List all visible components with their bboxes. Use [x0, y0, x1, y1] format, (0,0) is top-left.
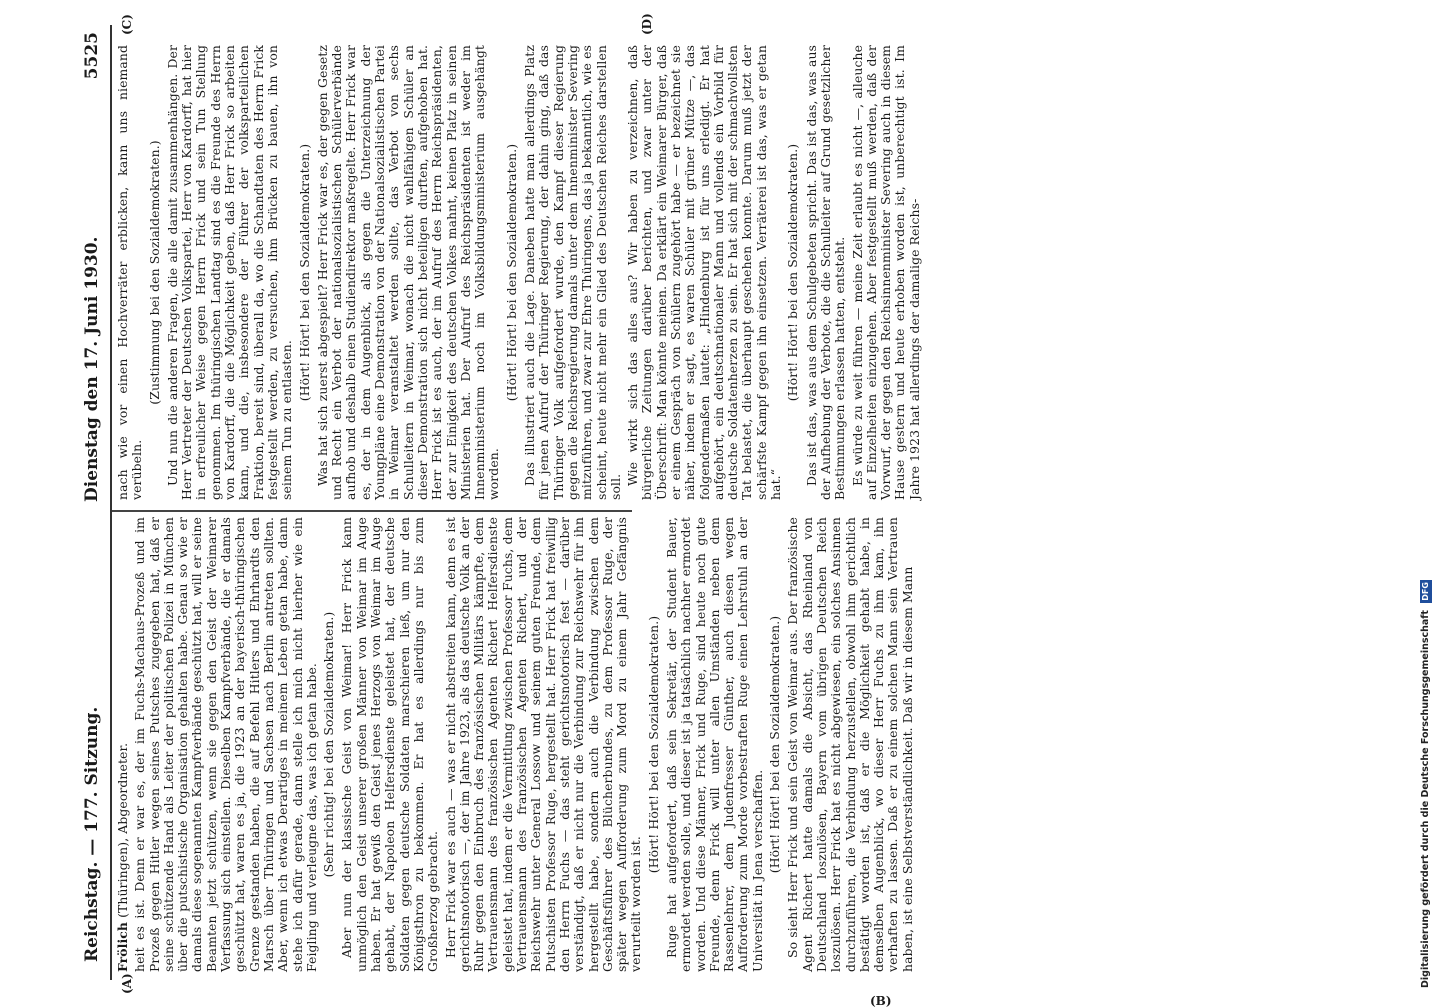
- header-left: Reichstag. — 177. Sitzung.: [82, 706, 102, 962]
- speaker-name: Frölich: [115, 921, 130, 972]
- paragraph: Und nun die anderen Fragen, die alle damit zusammenhängen. Der Herr Vertreter der Deutschen Volkspartei, Herr von Kardorff, hat hier in erfreulicher Weise gegen Herrn Frick und sein Tun Stellung genommen. Im thüringischen Landtag sind es die Freunde des Herrn von Kardorff, die die Möglichkeit geben, daß Herr Frick so arbeiten kann, und die, insbesondere der Führer der volksparteilichen Fraktion, bereit sind, überall da, wo die Schandtaten des Herrn Frick festgestellt werden, zu versuchen, ihm Brücken zu bauen, ihn von seinem Tun zu entlasten.: [164, 45, 295, 500]
- interjection: (Hört! Hört! bei den Sozialdemokraten.): [767, 615, 783, 874]
- paragraph: heit es ist. Denn er war es, der im Fuchs-Machaus-Prozeß und im Prozeß gegen Hitler wegen seines Putsches zugegeben hat, daß er seine schützende Hand als Leiter der politischen Polizei in München über die putschistische Organisation gehalten habe. Genau so wie er damals diese sogenannten Kampfverbände geschützt hat, will er seine Beamten jetzt schützen, wenn sie gegen den Geist der Weimarer Verfassung sich einstellen. Dieselben Kampfverbände, die er damals geschützt hat, waren es ja, die 1923 an der bayerisch-thüringischen Grenze gestanden haben, die auf Befehl Hitlers und Ehrhardts den Marsch über Thüringen und Sachsen nach Berlin antreten sollten. Aber, wenn ich etwas Derartiges in meinem Leben getan habe, dann stehe ich dafür gerade, dann stelle ich mich nicht hierher wie ein Feigling und verleugne das, was ich getan habe.: [132, 517, 319, 972]
- interjection: (Hört! Hört! bei den Sozialdemokraten.): [785, 143, 801, 402]
- column-divider: [112, 510, 632, 512]
- interjection: (Hört! Hört! bei den Sozialdemokraten.): [296, 143, 312, 402]
- running-header: [82, 20, 108, 980]
- margin-marker-d: (D): [640, 13, 654, 35]
- paragraph: So sieht Herr Frick und sein Geist von Weimar aus. Der französische Agent Richert hatte damals die Absicht, das Rheinland von Deutschland loszulösen, Bayern vom übrigen Deutschen Reich loszulösen. Herr Frick hat es nicht abgewiesen, ein solches Ansinnen durchzuführen, die Verbindung herzustellen, obwohl ihm gerichtlich bestätigt worden ist, daß er die Möglichkeit gehabt habe, in demselben Augenblick, wo dieser Herr Fuchs zu ihm kam, ihn verhaften zu lassen. Daß er zu einem solchen Mann sein Vertrauen haben, ist eine Selbstverständlichkeit. Daß wir in diesem Mann: [785, 517, 915, 972]
- interjection: (Sehr richtig! bei den Sozialdemokraten.): [321, 611, 337, 878]
- paragraph: Was hat sich zuerst abgespielt? Herr Frick war es, der gegen Gesetz und Recht ein Verbot der nationalsozialistischen Schülerverbände aufhob und deshalb einen Studiendirektor maßregelte. Herr Frick war es, der in dem Augenblick, als gegen die Unterzeichnung der Youngpläne eine Demonstration von der Nationalsozialistischen Partei in Weimar veranstaltet werden sollte, das Verbot von sechs Schulleitern in Weimar, wonach die nicht wahlfähigen Schüler an dieser Demonstration sich nicht beteiligen durften, aufgehoben hat. Herr Frick ist es auch, der im Aufruf des Herrn Reichspräsidenten, der zur Einigkeit des deutschen Volkes mahnt, keinen Platz in seinen Ministerien hat. Der Aufruf des Reichspräsidenten ist weder im Innenministerium noch im Volksbildungsministerium ausgehängt worden.: [314, 45, 502, 500]
- interjection: (Hört! Hört! bei den Sozialdemokraten.): [645, 615, 661, 874]
- column-right: [116, 45, 925, 500]
- column-left: [116, 517, 918, 972]
- margin-marker-b: (B): [870, 994, 892, 1008]
- margin-marker-a: (A): [120, 973, 134, 994]
- margin-marker-c: (C): [120, 14, 134, 35]
- paragraph: Ruge hat aufgefordert, daß sein Sekretär, der Student Bauer, ermordet werden solle, und dieser ist ja tatsächlich nachher ermordet worden. Und diese Männer, Frick und Ruge, sind heute noch gute Freunde, denn Frick will unter allen Umständen neben dem Rassenlehrer, dem Judenfresser Günther, auch diesen wegen Aufforderung zum Morde vorbestraften Ruge einen Lehrstuhl an der Universität in Jena verschaffen.: [663, 517, 765, 972]
- paragraph: Das ist das, was aus dem Schulgebeten spricht. Das ist das, was aus der Aufhebung der Verbote, die die Schulleiter auf Grund gesetzlicher Bestimmungen erlassen hatten, entsteht.: [803, 45, 848, 500]
- speaker-line: [116, 517, 130, 972]
- paragraph: Das illustriert auch die Lage. Daneben hatte man allerdings Platz für jenen Aufruf der Thüringer Regierung, der dahin ging, daß das Thüringer Volk aufgefordert wurde, den Kampf dieser Regierung gegen die Reichsregierung damals unter dem Innenminister Severing mitzuführen, und zwar zur Ehre Thüringens, das ja bekanntlich, wie es scheint, heute nicht mehr ein Glied des Deutschen Reiches darstellen soll.: [522, 45, 623, 500]
- header-rule: [110, 25, 112, 980]
- paragraph: Wie wirkt sich das alles aus? Wir haben zu verzeichnen, daß bürgerliche Zeitungen darüber berichten, und zwar unter der Überschrift: Man könnte meinen. Da erklärt ein Weimarer Bürger, daß er einem Gespräch von Schülern zugehört habe — er bezeichnet sie näher, indem er sagt, es waren Schüler mit grüner Mütze —, das folgendermaßen lautet: „Hindenburg ist für uns erledigt. Er hat aufgehört, ein deutschnationaler Mann und vollends ein Vorbild für deutsche Soldatenherzen zu sein. Er hat sich mit der schmachvollsten Tat belastet, die überhaupt geschehen konnte. Darum muß jetzt der schärfste Kampf gegen ihn einsetzen. Verräterei ist das, was er getan hat.“: [625, 45, 784, 500]
- interjection: (Zustimmung bei den Sozialdemokraten.): [146, 140, 162, 405]
- paragraph: Herr Frick war es auch — was er nicht abstreiten kann, denn es ist gerichtsnotorisch —, der im Jahre 1923, als das deutsche Volk an der Ruhr gegen den Einbruch des französischen Militärs kämpfte, dem Vertrauensmann des französischen Agenten Richert Helfersdienste geleistet hat, indem er die Vermittlung zwischen Professor Fuchs, dem Vertrauensmann des französischen Agenten Richert, und der Reichswehr unter General Lossow und seinem guten Freunde, dem Putschisten Professor Ruge, hergestellt hat. Herr Frick hat freiwillig den Herrn Fuchs — das steht gerichtsnotorisch fest — darüber verständigt, daß er nicht nur die Verbindung zur Reichswehr für ihn hergestellt habe, sondern auch die Verbindung zwischen dem Geschäftsführer des Blücherbundes, zu dem Professor Ruge, der später wegen Aufforderung zum Mord zu einem Jahr Gefängnis verurteilt worden ist.: [442, 517, 644, 972]
- interjection: (Hört! Hört! bei den Sozialdemokraten.): [503, 143, 519, 402]
- dfg-logo: DFG: [1421, 582, 1430, 601]
- speaker-note: (Thüringen), Abgeordneter.: [115, 742, 130, 918]
- page-number: 5525: [82, 32, 102, 80]
- paragraph: nach wie vor einen Hochverräter erblicken, kann uns niemand verübeln.: [115, 45, 145, 500]
- digitization-credit: [1418, 0, 1434, 1000]
- paragraph: Aber nun der klassische Geist von Weimar! Herr Frick kann unmöglich den Geist unserer großen Männer von Weimar im Auge haben. Er hat gewiß den Geist jenes Herzogs von Weimar im Auge gehabt, der Napoleon Helfersdienste geleistet hat, der deutsche Soldaten gegen deutsche Soldaten marschieren ließ, um nur den Königsthron zu bekommen. Er hat es allerdings nur bis zum Großherzog gebracht.: [339, 517, 441, 972]
- header-date: Dienstag den 17. Juni 1930.: [82, 236, 102, 502]
- credit-text: Digitalisierung gefördert durch die Deutsche Forschungsgemeinschaft: [1420, 610, 1431, 988]
- paragraph: Es würde zu weit führen — meine Zeit erlaubt es nicht —, alleuche auf Einzelheiten einzugehen. Aber festgestellt muß werden, daß der Vorwurf, der gegen den Reichsinnenminister Severing auch in diesem Hause gestern und heute erhoben worden ist, unberechtigt ist. Im Jahre 1923 hat allerdings der damalige Reichs-: [849, 45, 922, 500]
